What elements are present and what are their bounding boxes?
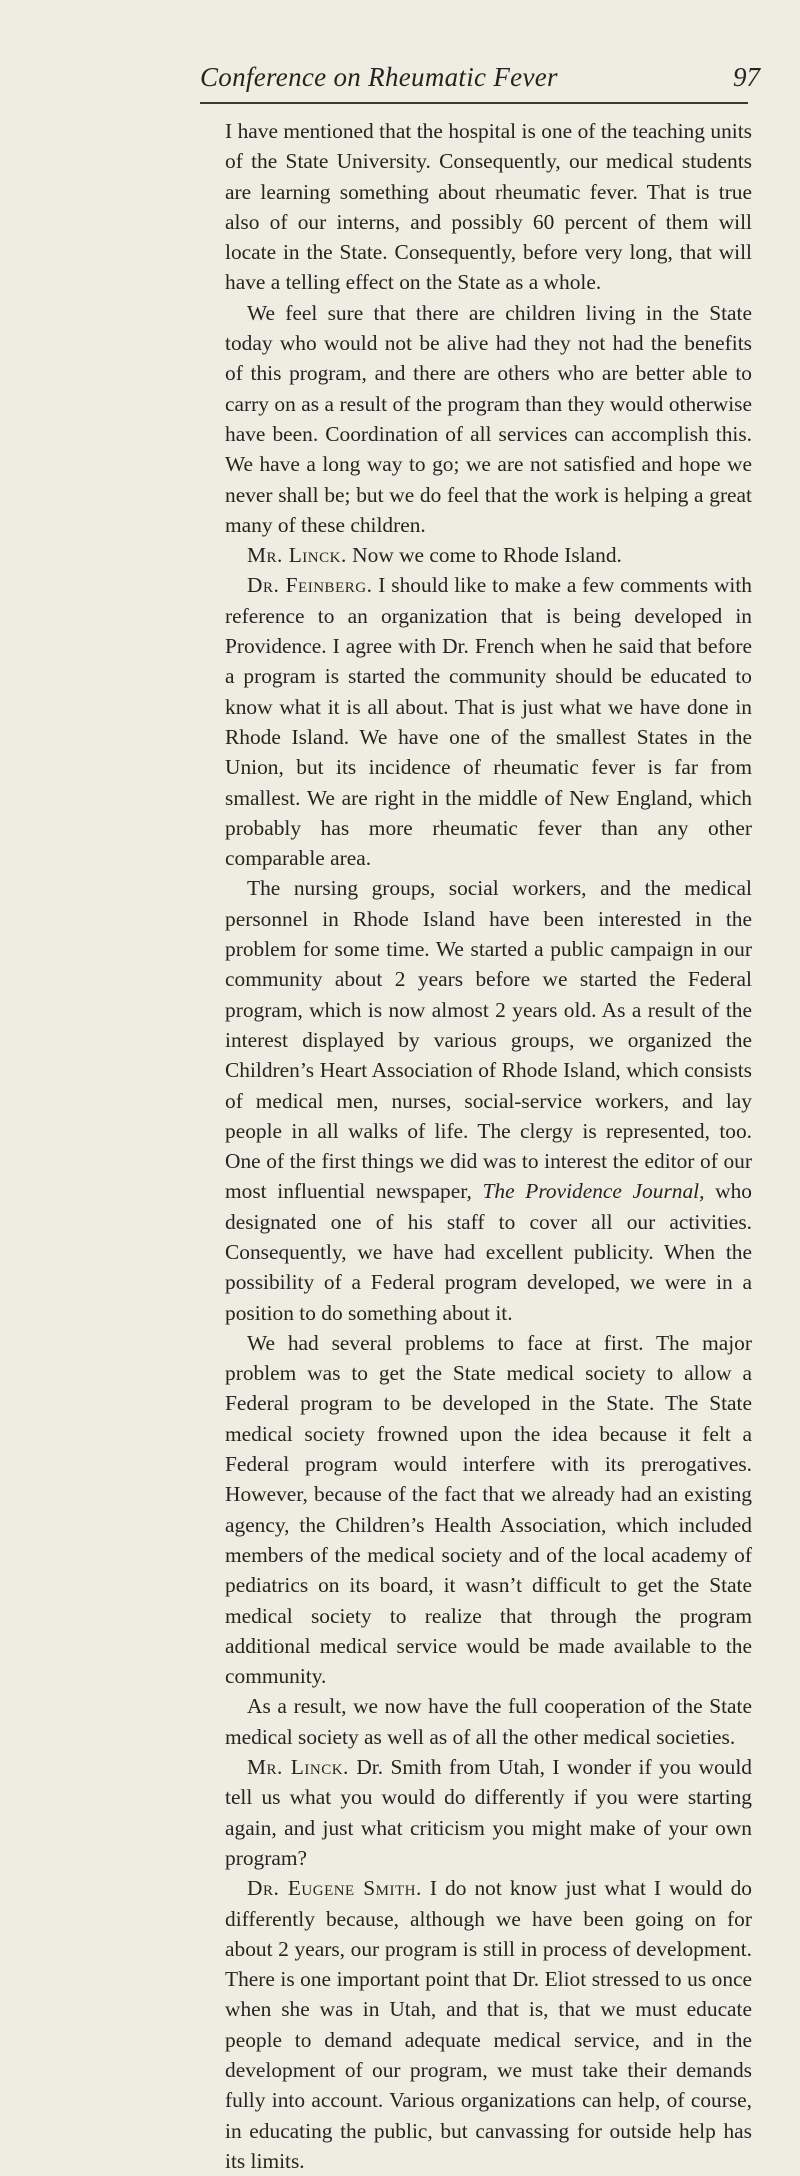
- page-number: 97: [733, 62, 760, 92]
- paragraph-linck-question: Mr. Linck. Dr. Smith from Utah, I wonder if you would tell us what you would do differently if you were starting again, and just what criticism you might make of your own program?: [225, 1755, 752, 1870]
- speaker-name: Mr. Linck.: [247, 543, 347, 568]
- header-rule: [200, 102, 748, 104]
- paragraph-children-benefits: We feel sure that there are children living in the State today who would not be alive had they not had the benefits of this program, and there are others who are better able to carry on as a result of the program than they would otherwise have been. Coordination of all services can accomplish this. We have a long way to go; we are not satisfied and hope we never shall be; but we do feel that the work is helping a great many of these children.: [225, 300, 752, 537]
- paragraph-problems: We had several problems to face at first. The major problem was to get the State medical society to allow a Federal program to be developed in the State. The State medical society frowned upon the idea because it felt a Federal program would interfere with its prerogatives. However, because of the fact that we already had an existing agency, the Children’s Health Association, which included members of the medical society and of the local academy of pediatrics on its board, it wasn’t difficult to get the State medical society to realize that through the program additional medical service would be made available to the community.: [225, 1330, 752, 1689]
- speaker-name: Mr. Linck.: [247, 1755, 349, 1780]
- speaker-name: Dr. Eugene Smith.: [247, 1876, 422, 1901]
- speaker-name: Dr. Feinberg.: [247, 573, 373, 598]
- body-text: [225, 116, 752, 2176]
- newspaper-title: The Providence Journal,: [482, 1179, 705, 1204]
- paragraph-linck-rhode-island: Mr. Linck. Now we come to Rhode Island.: [247, 543, 622, 568]
- paragraph-feinberg-comments: Dr. Feinberg. I should like to make a few comments with reference to an organization that is being developed in Providence. I agree with Dr. French when he said that before a program is started the community should be educated to know what it is all about. That is just what we have done in Rhode Island. We have one of the smallest States in the Union, but its incidence of rheumatic fever is far from smallest. We are right in the middle of New England, which probably has more rheumatic fever than any other comparable area.: [225, 573, 752, 871]
- paragraph-hospital-teaching: I have mentioned that the hospital is one of the teaching units of the State University. Consequently, our medical students are learning something about rheumatic fever. That is true also of our interns, and possibly 60 percent of them will locate in the State. Consequently, before very long, that will have a telling effect on the State as a whole.: [225, 119, 752, 295]
- paragraph-nursing-groups: The nursing groups, social workers, and the medical personnel in Rhode Island have been interested in the problem for some time. We started a public campaign in our community about 2 years before we started the Federal program, which is now almost 2 years old. As a result of the interest displayed by various groups, we organized the Children’s Heart Association of Rhode Island, which consists of medical men, nurses, social-service workers, and lay people in all walks of life. The clergy is represented, too. One of the first things we did was to interest the editor of our most influential newspaper, The Providence Journal, who designated one of his staff to cover all our activities. Consequently, we have had excellent publicity. When the possibility of a Federal program developed, we were in a position to do something about it.: [225, 876, 752, 1325]
- paragraph-cooperation: As a result, we now have the full cooperation of the State medical society as well as of all the other medical societies.: [225, 1694, 752, 1749]
- paragraph-smith-answer: Dr. Eugene Smith. I do not know just what I would do differently because, although we have been going on for about 2 years, our program is still in process of development. There is one important point that Dr. Eliot stressed to us once when she was in Utah, and that is, that we must educate people to demand adequate medical service, and in the development of our program, we must take their demands fully into account. Various organizations can help, of course, in educating the public, but canvassing for outside help has its limits.: [225, 1876, 752, 2173]
- running-head: [200, 62, 760, 98]
- running-title: Conference on Rheumatic Fever: [200, 62, 558, 92]
